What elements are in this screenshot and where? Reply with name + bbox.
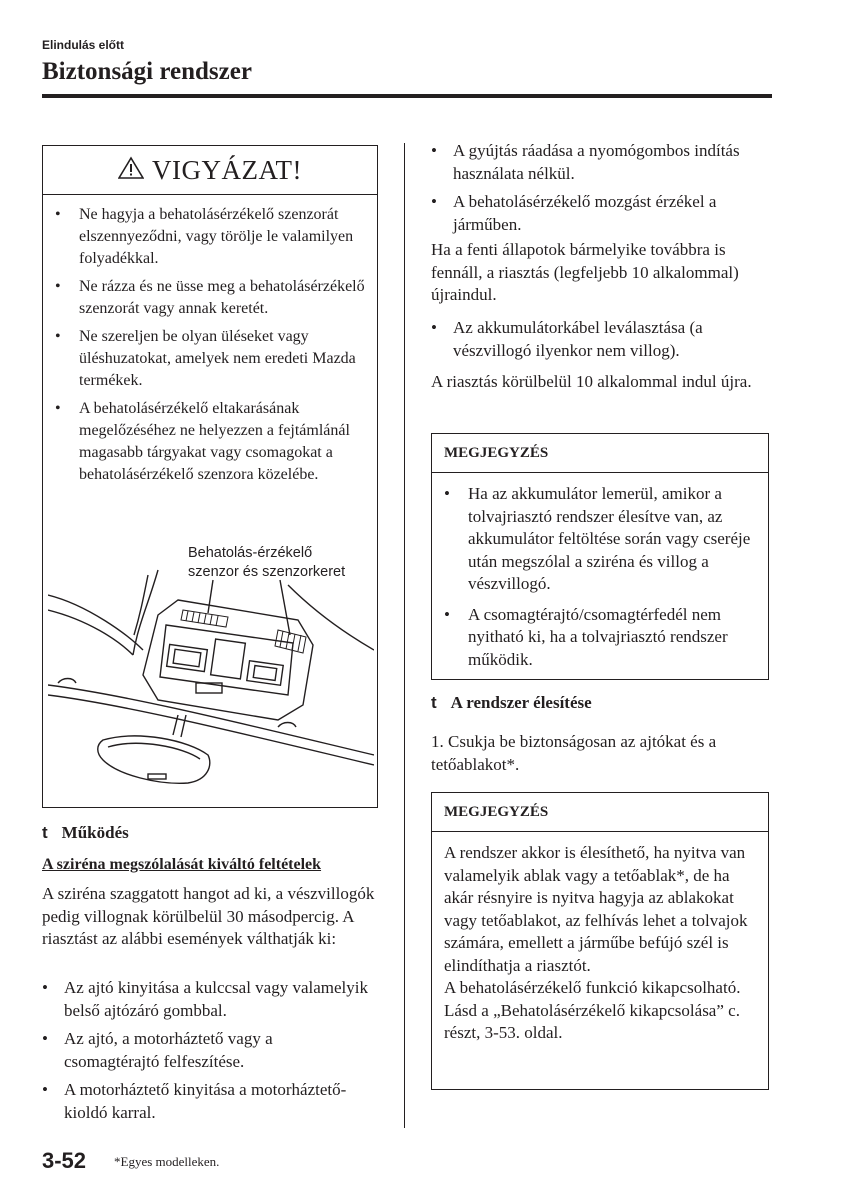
- paragraph: A riasztás körülbelül 10 alkalommal indul újra.: [431, 372, 752, 391]
- warning-item: • Ne szereljen be olyan üléseket vagy üléshuzatokat, amelyek nem eredeti Mazda termékek.: [55, 326, 371, 392]
- list-item: • Az akkumulátorkábel leválasztása (a vészvillogó ilyenkor nem villog).: [431, 317, 776, 362]
- subheading: A sziréna megszólalását kiváltó feltételek: [42, 856, 322, 873]
- warning-item: • Ne rázza és ne üsse meg a behatolásérzékelő szenzorát vagy annak keretét.: [55, 276, 371, 320]
- list-item: • A gyújtás ráadása a nyomógombos indítás használata nélkül.: [431, 140, 776, 185]
- figure-caption: Behatolás-érzékelő szenzor és szenzorkeret: [188, 545, 346, 580]
- warning-title: VIGYÁZAT!: [152, 154, 302, 185]
- battery-list: [431, 317, 776, 368]
- warning-triangle-icon: [118, 156, 144, 185]
- column-divider: [404, 143, 405, 1128]
- trigger-list: [42, 977, 372, 1130]
- note-box-1: [431, 433, 769, 680]
- section-heading-text: Működés: [61, 823, 129, 842]
- section-heading-text: A rendszer élesítése: [450, 693, 592, 712]
- trigger-list-continued: [431, 140, 776, 242]
- section-heading-elesites: [431, 693, 592, 713]
- section-label: Elindulás előtt: [42, 38, 125, 52]
- page-number: 3-52: [42, 1148, 87, 1173]
- note-list: [432, 473, 768, 671]
- section-heading-mukodes: [42, 823, 129, 843]
- section-mark: t: [42, 823, 48, 842]
- overhead-console-figure: [48, 555, 374, 800]
- warning-list: [55, 204, 371, 492]
- page-title: Biztonsági rendszer: [42, 58, 252, 85]
- note-heading: MEGJEGYZÉS: [432, 434, 768, 473]
- section-mark: t: [431, 693, 437, 712]
- note-heading: MEGJEGYZÉS: [432, 793, 768, 832]
- list-item: • A behatolásérzékelő mozgást érzékel a járműben.: [431, 191, 776, 236]
- list-item: • Az ajtó kinyitása a kulccsal vagy valamelyik belső ajtózáró gombbal.: [42, 977, 372, 1022]
- warning-item: • Ne hagyja a behatolásérzékelő szenzorát elszennyeződni, vagy törölje le valamilyen folyadékkal.: [55, 204, 371, 270]
- warning-item: • A behatolásérzékelő eltakarásának megelőzéséhez ne helyezzen a fejtámlánál magasabb tárgyakat vagy csomagokat a behatolásérzékelő szenzora közelébe.: [55, 398, 371, 486]
- intro-paragraph: A sziréna szaggatott hangot ad ki, a vészvillogók pedig villognak körülbelül 30 másodpercig. A riasztást az alábbi események válthatják ki:: [42, 884, 375, 948]
- warning-header: [43, 146, 377, 195]
- note-item: • A csomagtérajtó/csomagtérfedél nem nyitható ki, ha a tolvajriasztó rendszer működik.: [444, 604, 758, 672]
- list-item: • A motorháztető kinyitása a motorháztető-kioldó karral.: [42, 1079, 372, 1124]
- footnote: *Egyes modelleken.: [114, 1154, 220, 1169]
- list-item: • Az ajtó, a motorháztető vagy a csomagtérajtó felfeszítése.: [42, 1028, 372, 1073]
- note-text: A rendszer akkor is élesíthető, ha nyitva van valamelyik ablak vagy a tetőablak*, de ha akár résnyire is nyitva hagyja az ablakokat vagy tetőablakot, az felhívás lehet a tolvajok számára, emellett a járműbe befújó szél is elindíthatja a riasztót. A behatolásérzékelő funkció kikapcsolható. Lásd a „Behatolásérzékelő kikapcsolása” c. részt, 3-53. oldal.: [444, 843, 748, 1042]
- note-box-2: [431, 792, 769, 1090]
- title-rule: [42, 94, 772, 98]
- step-1: 1. Csukja be biztonságosan az ajtókat és a tetőablakot*.: [431, 732, 717, 774]
- note-item: • Ha az akkumulátor lemerül, amikor a tolvajriasztó rendszer élesítve van, az akkumulátor feltöltése során vagy cseréje után megszólal a sziréna és villog a vészvillogó.: [444, 483, 758, 596]
- paragraph: Ha a fenti állapotok bármelyike továbbra is fennáll, a riasztás (legfeljebb 10 alkalommal) újraindul.: [431, 240, 739, 304]
